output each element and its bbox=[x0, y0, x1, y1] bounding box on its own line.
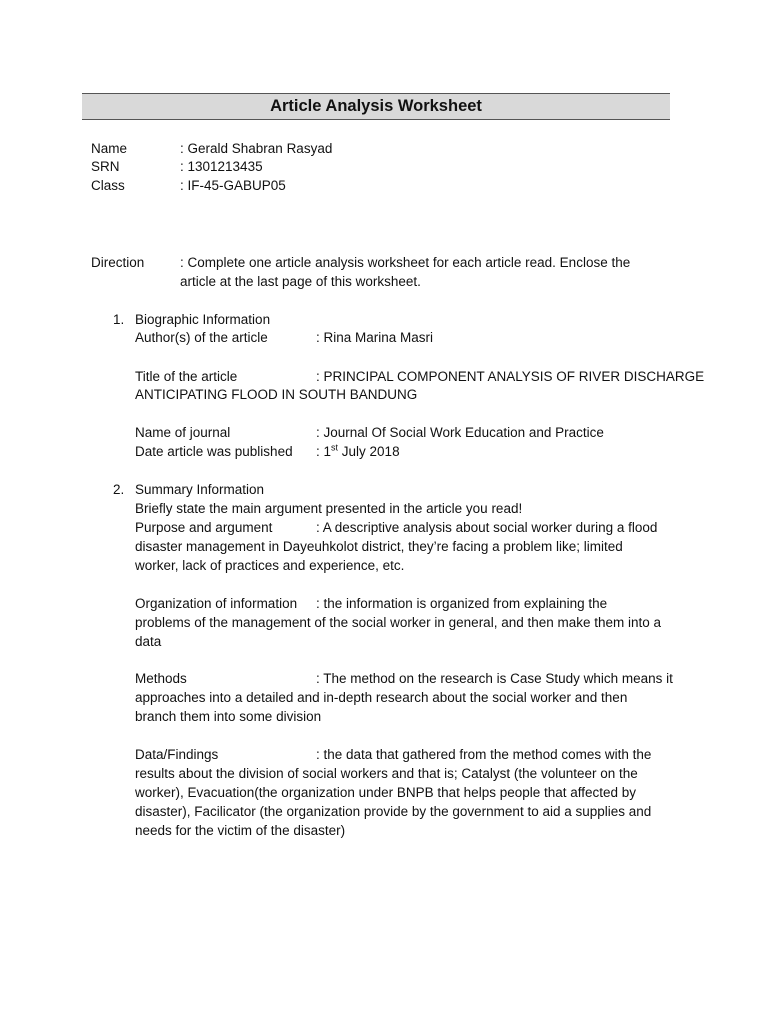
class-label: Class bbox=[91, 178, 125, 193]
date-ordinal: st bbox=[331, 442, 339, 453]
author-value: : Rina Marina Masri bbox=[316, 330, 434, 345]
data-label: Data/Findings bbox=[135, 747, 219, 762]
direction-line-1: : Complete one article analysis worksheet for each article read. Enclose the bbox=[180, 255, 631, 270]
date-prefix: : 1 bbox=[316, 444, 332, 459]
srn-value: : 1301213435 bbox=[180, 159, 263, 174]
article-title-continued: ANTICIPATING FLOOD IN SOUTH BANDUNG bbox=[135, 387, 418, 402]
class-value: : IF-45-GABUP05 bbox=[180, 178, 286, 193]
data-first-line: : the data that gathered from the method comes with the bbox=[316, 747, 652, 762]
srn-label: SRN bbox=[91, 159, 120, 174]
page-title: Article Analysis Worksheet bbox=[270, 97, 482, 115]
methods-label: Methods bbox=[135, 671, 187, 686]
purpose-text: disaster management in Dayeuhkolot district, they’re facing a problem like; limited worker, lack of practices and experience, etc. bbox=[135, 539, 623, 573]
article-title-value: : PRINCIPAL COMPONENT ANALYSIS OF RIVER DISCHARGE bbox=[316, 369, 705, 384]
author-label: Author(s) of the article bbox=[135, 330, 268, 345]
title-bar bbox=[82, 93, 670, 120]
methods-first-line: : The method on the research is Case Study which means it bbox=[316, 671, 673, 686]
summary-instruction: Briefly state the main argument presented in the article you read! bbox=[135, 501, 523, 516]
date-label: Date article was published bbox=[135, 444, 293, 459]
section-1-heading: Biographic Information bbox=[135, 312, 271, 327]
organization-text: problems of the management of the social worker in general, and then make them into a data bbox=[135, 615, 662, 649]
date-value bbox=[316, 442, 400, 461]
data-text: results about the division of social workers and that is; Catalyst (the volunteer on the worker), Evacuation(the organization under BNPB that helps people that affected by disaster), Facilicator (the organization provide by the government to aid a supplies and needs for the victim of the disaster) bbox=[135, 766, 652, 838]
organization-first-line: : the information is organized from explaining the bbox=[316, 596, 608, 611]
section-1-number: 1. bbox=[113, 312, 125, 327]
name-label: Name bbox=[91, 141, 128, 156]
journal-label: Name of journal bbox=[135, 425, 231, 440]
organization-label: Organization of information bbox=[135, 596, 298, 611]
date-suffix: July 2018 bbox=[338, 444, 400, 459]
section-2-heading: Summary Information bbox=[135, 482, 265, 497]
purpose-first-line: : A descriptive analysis about social worker during a flood bbox=[316, 520, 658, 535]
direction-label: Direction bbox=[91, 255, 145, 270]
direction-line-2: article at the last page of this worksheet. bbox=[180, 274, 421, 289]
article-title-label: Title of the article bbox=[135, 369, 238, 384]
journal-value: : Journal Of Social Work Education and Practice bbox=[316, 425, 604, 440]
methods-text: approaches into a detailed and in-depth research about the social worker and then branch them into some division bbox=[135, 690, 628, 724]
section-2-number: 2. bbox=[113, 482, 125, 497]
name-value: : Gerald Shabran Rasyad bbox=[180, 141, 333, 156]
purpose-label: Purpose and argument bbox=[135, 520, 273, 535]
